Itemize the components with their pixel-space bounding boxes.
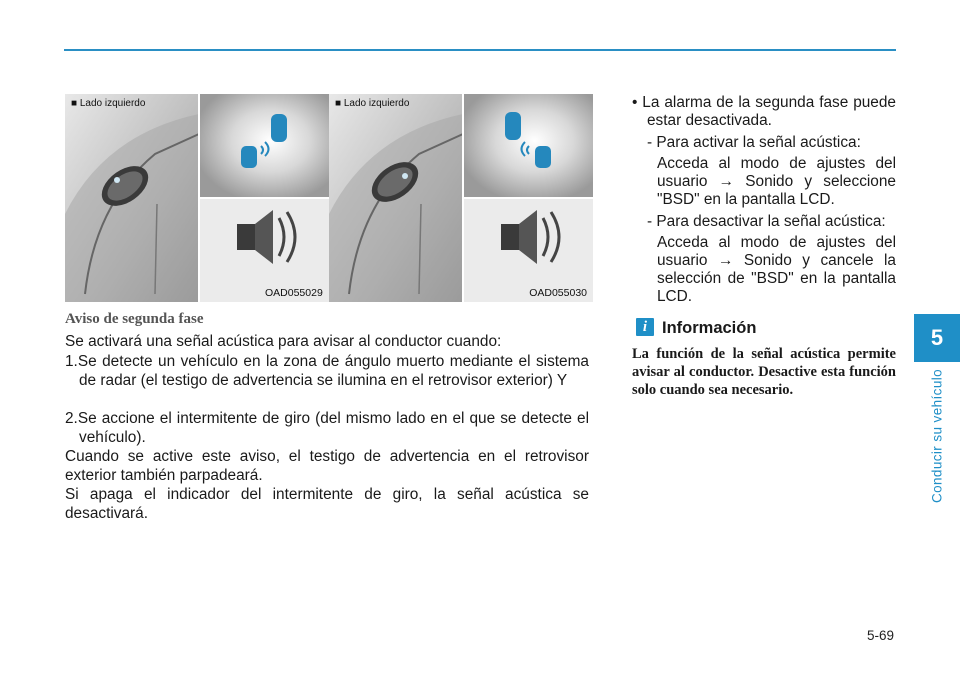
figure-blind-spot-2	[329, 94, 593, 302]
figure-code: OAD055029	[265, 287, 323, 299]
header-rule	[64, 49, 896, 51]
paragraph-deactivate: Si apaga el indicador del intermitente de giro, la señal acústica se desactivará.	[65, 486, 589, 522]
info-body: La función de la señal acústica permite avisar al conductor. Desactive esta función solo cuando sea necesario.	[632, 346, 896, 398]
figure-label: ■ Lado izquierdo	[335, 98, 410, 109]
right-column	[632, 94, 896, 306]
list-item-1: 1.Se detecte un vehículo en la zona de ángulo muerto mediante el sistema de radar (el testigo de advertencia se ilumina en el retrovisor exterior) Y	[65, 353, 589, 389]
info-icon: i	[636, 318, 654, 336]
car-mirror-illustration	[65, 94, 329, 302]
info-title: Información	[662, 319, 757, 337]
sub-deactivate-heading: - Para desactivar la señal acústica:	[647, 213, 886, 230]
section-heading: Aviso de segunda fase	[65, 311, 204, 327]
page-number: 5-69	[866, 628, 894, 643]
sub-deactivate-text: Acceda al modo de ajustes del usuario → Sonido y cancele la selección de "BSD" en la pantalla LCD.	[657, 234, 896, 305]
chapter-tab: 5	[914, 314, 960, 362]
list-item-2: 2.Se accione el intermitente de giro (del mismo lado en el que se detecte el vehículo).	[65, 410, 589, 446]
chapter-title: Conducir su vehículo	[929, 368, 945, 504]
sub-activate-text: Acceda al modo de ajustes del usuario → Sonido y seleccione "BSD" en la pantalla LCD.	[657, 155, 896, 208]
car-mirror-illustration	[329, 94, 593, 302]
figure-label: ■ Lado izquierdo	[71, 98, 146, 109]
figure-code: OAD055030	[529, 287, 587, 299]
sub-activate-heading: - Para activar la señal acústica:	[647, 134, 861, 151]
intro-paragraph: Se activará una señal acústica para avisar al conductor cuando:	[65, 333, 502, 350]
figure-blind-spot-1	[65, 94, 329, 302]
bullet-alarm: • La alarma de la segunda fase puede estar desactivada.	[632, 94, 896, 129]
paragraph-blink: Cuando se active este aviso, el testigo de advertencia en el retrovisor exterior también parpadeará.	[65, 448, 589, 484]
